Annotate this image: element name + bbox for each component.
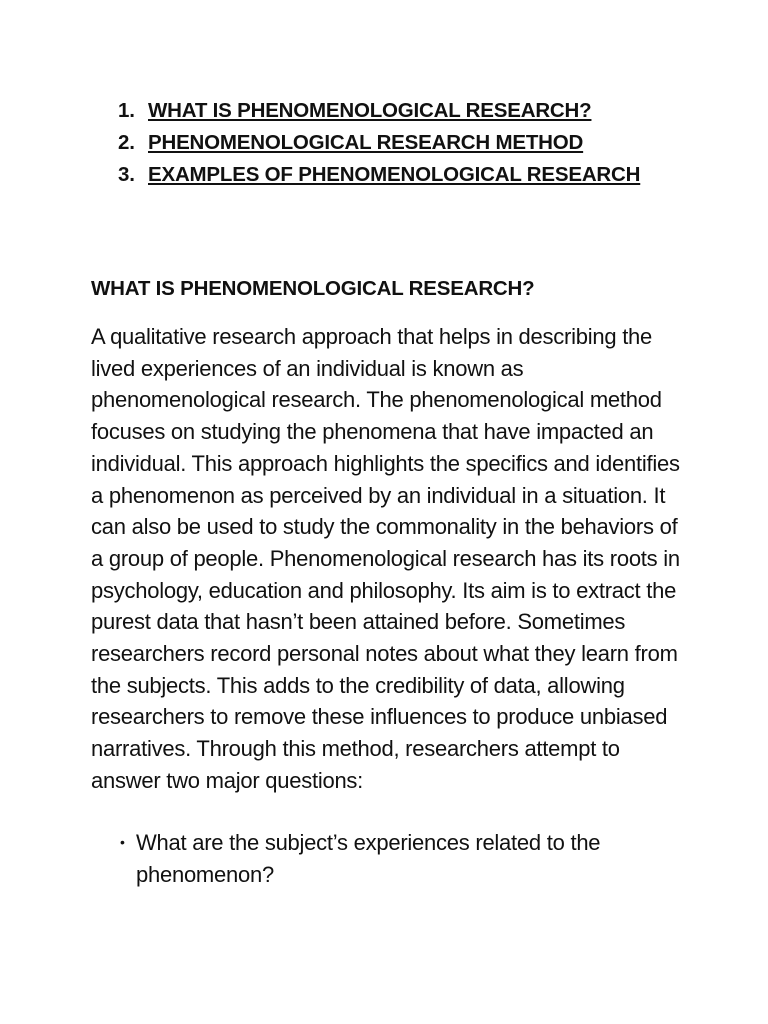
toc-item-number: 2. [118,131,135,154]
toc-item-1[interactable] [118,95,640,127]
toc-item-3[interactable] [118,159,640,191]
toc-link-what-is-phenomenological-research[interactable]: WHAT IS PHENOMENOLOGICAL RESEARCH? [148,99,592,122]
toc-link-examples[interactable]: EXAMPLES OF PHENOMENOLOGICAL RESEARCH [148,163,641,186]
toc-link-research-method[interactable]: PHENOMENOLOGICAL RESEARCH METHOD [148,131,584,154]
section-heading: WHAT IS PHENOMENOLOGICAL RESEARCH? [91,277,535,300]
bullet-marker: • [120,834,125,850]
bullet-text: What are the subject’s experiences related to the phenomenon? [136,830,601,887]
toc-item-number: 1. [118,99,135,122]
bullet-list [118,827,678,890]
table-of-contents [118,95,640,191]
toc-item-number: 3. [118,163,135,186]
list-item [118,827,678,890]
body-paragraph: A qualitative research approach that helps in describing the lived experiences of an individual is known as phenomenological research. The phenomenological method focuses on studying the phenomena that have impacted an individual. This approach highlights the specifics and identifies a phenomenon as perceived by an individual in a situation. It can also be used to study the commonality in the behaviors of a group of people. Phenomenological research has its roots in psychology, education and philosophy. Its aim is to extract the purest data that hasn’t been attained before. Sometimes researchers record personal notes about what they learn from the subjects. This adds to the credibility of data, allowing researchers to remove these influences to produce unbiased narratives. Through this method, researchers attempt to answer two major questions: [91,324,680,793]
toc-item-2[interactable] [118,127,640,159]
